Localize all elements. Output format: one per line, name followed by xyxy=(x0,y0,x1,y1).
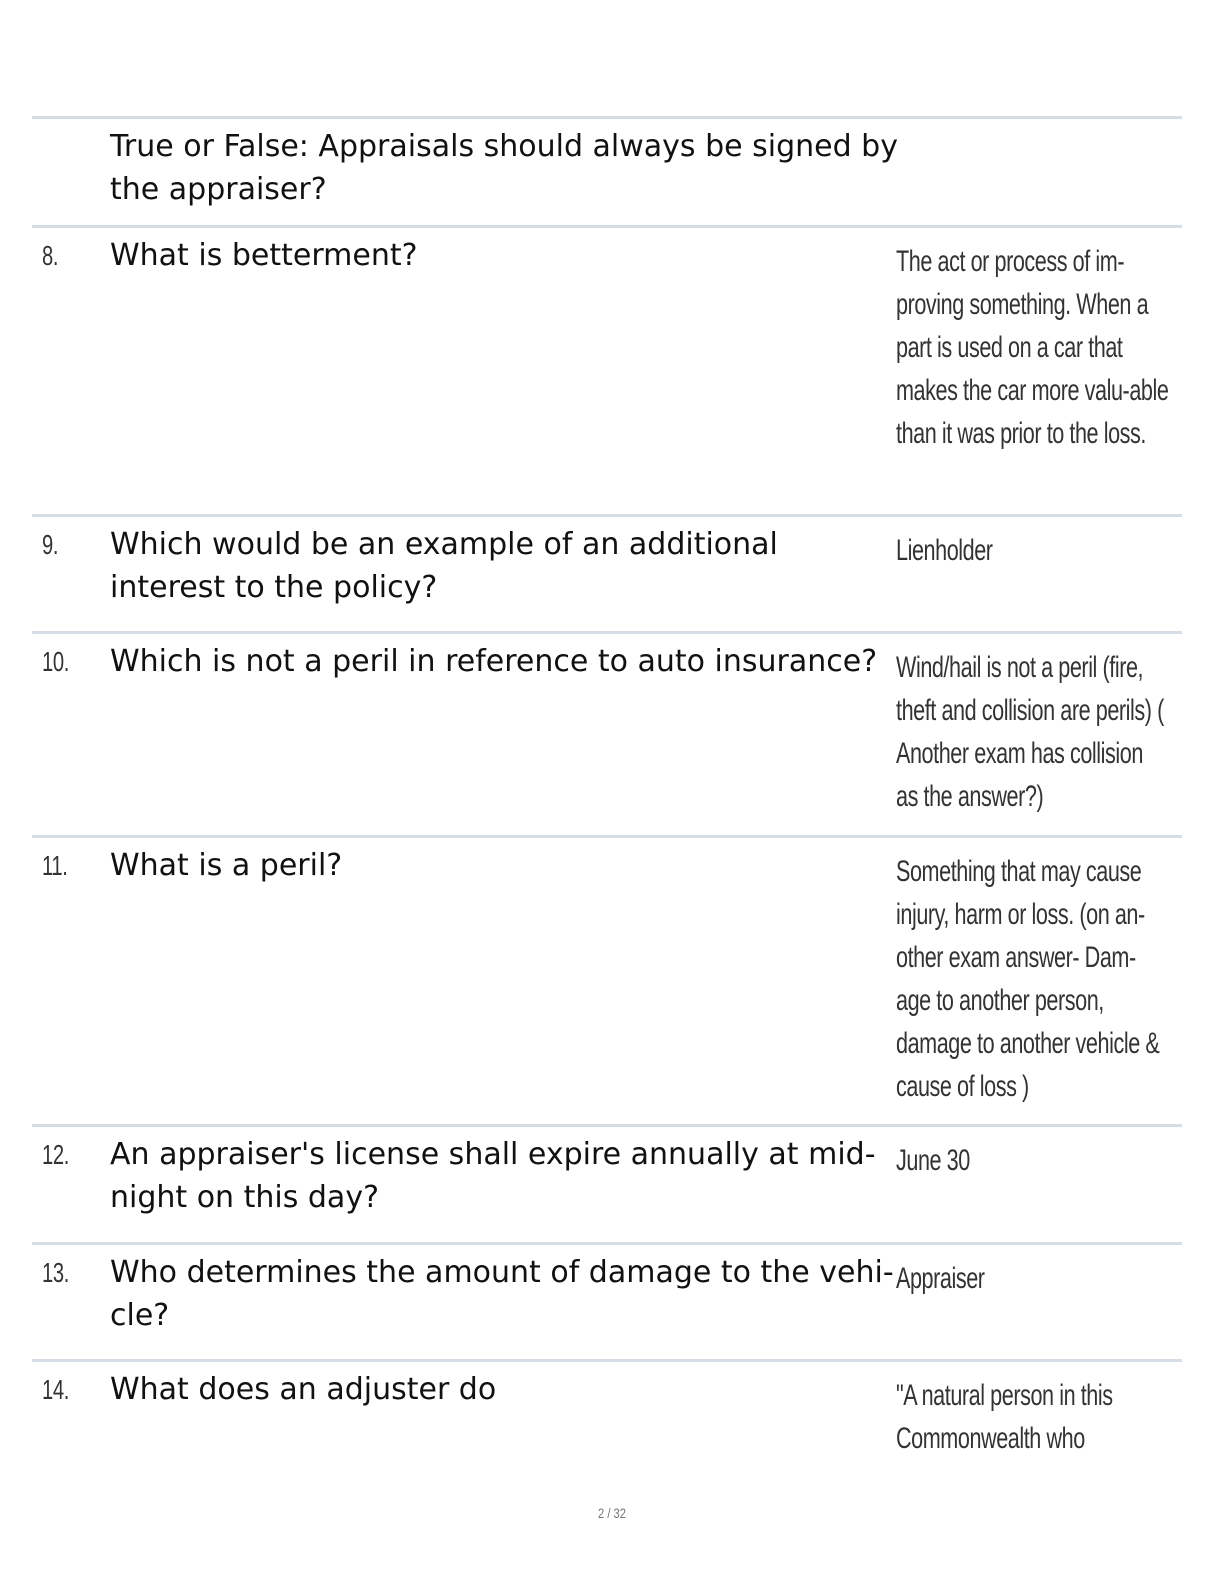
row-number: 9. xyxy=(42,529,59,560)
answer-text: Appraiser xyxy=(896,1262,985,1295)
qa-table xyxy=(32,116,1182,1469)
table-row xyxy=(32,631,1182,835)
row-number: 13. xyxy=(42,1257,69,1288)
answer-text: Something that may cause injury, harm or loss. (on an-other exam answer- Dam-age to another person, damage to another vehicle & cause of loss ) xyxy=(896,855,1160,1103)
row-number: 14. xyxy=(42,1374,69,1405)
question-text: An appraiser's license shall expire annually at mid-night on this day? xyxy=(110,1137,876,1215)
row-number: 8. xyxy=(42,240,59,271)
question-text: What is betterment? xyxy=(110,238,418,273)
table-row xyxy=(32,1359,1182,1469)
question-text: What does an adjuster do xyxy=(110,1372,497,1407)
question-text: Which is not a peril in reference to auto insurance? xyxy=(110,644,878,679)
answer-text: June 30 xyxy=(896,1144,970,1177)
answer-text: Lienholder xyxy=(896,534,993,567)
table-row xyxy=(32,835,1182,1124)
question-text: What is a peril? xyxy=(110,848,343,883)
table-row xyxy=(32,225,1182,514)
row-number: 10. xyxy=(42,646,69,677)
question-text: Who determines the amount of damage to the vehi-cle? xyxy=(110,1255,894,1333)
table-row xyxy=(32,116,1182,225)
page-indicator: 2 / 32 xyxy=(597,1505,627,1521)
table-row xyxy=(32,1242,1182,1359)
row-number: 11. xyxy=(42,850,68,881)
answer-text: The act or process of im-proving something. When a part is used on a car that makes the car more valu-able than it was prior to the loss. xyxy=(896,245,1169,450)
question-text: Which would be an example of an additional interest to the policy? xyxy=(110,527,778,605)
row-number: 12. xyxy=(42,1139,69,1170)
table-row xyxy=(32,1124,1182,1242)
table-row xyxy=(32,514,1182,631)
question-text: True or False: Appraisals should always be signed by the appraiser? xyxy=(110,129,898,207)
answer-text: Wind/hail is not a peril (fire, theft and collision are perils) ( Another exam has collision as the answer?) xyxy=(896,651,1164,813)
answer-text: "A natural person in this Commonwealth who xyxy=(896,1379,1113,1455)
